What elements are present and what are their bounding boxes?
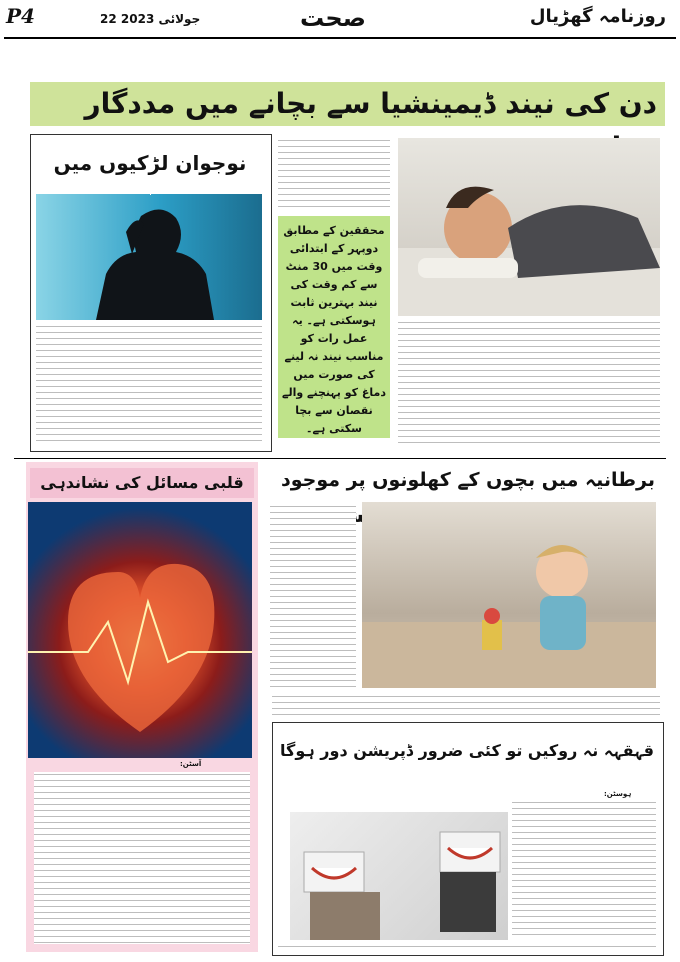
- heart-feature-headline: قلبی مسائل کی نشاندہی: [30, 468, 254, 498]
- sleeping-man-illustration: [398, 138, 660, 316]
- spacer: [150, 194, 151, 195]
- section-divider: [14, 458, 666, 459]
- laugh-feature-headline: قہقہہ نہ روکیں تو کئی ضرور ڈپریشن دور ہوگا: [280, 741, 654, 760]
- heart-feature-byline: آسٹن:: [180, 760, 202, 768]
- heart-illustration: [28, 502, 252, 758]
- page-number: P4: [6, 4, 35, 28]
- chemical-feature-headline: برطانیہ میں بچوں کے کھلونوں پر موجود: [281, 469, 655, 491]
- masthead-rule: [4, 37, 676, 39]
- child-toys-illustration: [362, 502, 656, 688]
- main-story-body-text: [398, 320, 660, 444]
- glowing-heart-image: [28, 502, 252, 758]
- heart-feature-body-text: [34, 772, 250, 944]
- girl-silhouette-photo: [36, 194, 262, 320]
- issue-date: 22 جولائی 2023: [100, 12, 201, 26]
- smile-mask-photo: [290, 812, 508, 940]
- main-story-callout: محققین کے مطابق دوپہر کے ابتدائی وقت میں 30 منٹ سے کم وقت کی نیند بہترین ثابت ہوسکتی ہے۔ یہ عمل رات کو مناسب نیند نہ لینے کی صورت میں دماغ کو پہنچنے والے نقصان سے بچا سکتی ہے۔: [278, 216, 390, 438]
- chemical-feature-body-text: [272, 694, 660, 716]
- newspaper-name: روزنامہ گھڑیال: [529, 6, 666, 27]
- section-title: صحت: [300, 4, 366, 32]
- silhouette-illustration: [36, 194, 262, 320]
- main-headline: دن کی نیند ڈیمینشیا سے بچانے میں مددگار: [84, 87, 657, 120]
- smile-illustration: [290, 812, 508, 940]
- laugh-feature-footer-text: [278, 944, 656, 952]
- main-story-intro-text: [278, 138, 390, 210]
- chemical-feature-side-text: [270, 504, 356, 690]
- laugh-feature-byline: ہوسٹن:: [604, 790, 632, 798]
- left-feature-body-text: [36, 324, 262, 444]
- left-feature-headline: نوجوان لڑکیوں میں: [53, 151, 247, 175]
- laugh-feature-body-text: [512, 800, 656, 940]
- child-playing-photo: [362, 502, 656, 688]
- sleeping-man-photo: [398, 138, 660, 316]
